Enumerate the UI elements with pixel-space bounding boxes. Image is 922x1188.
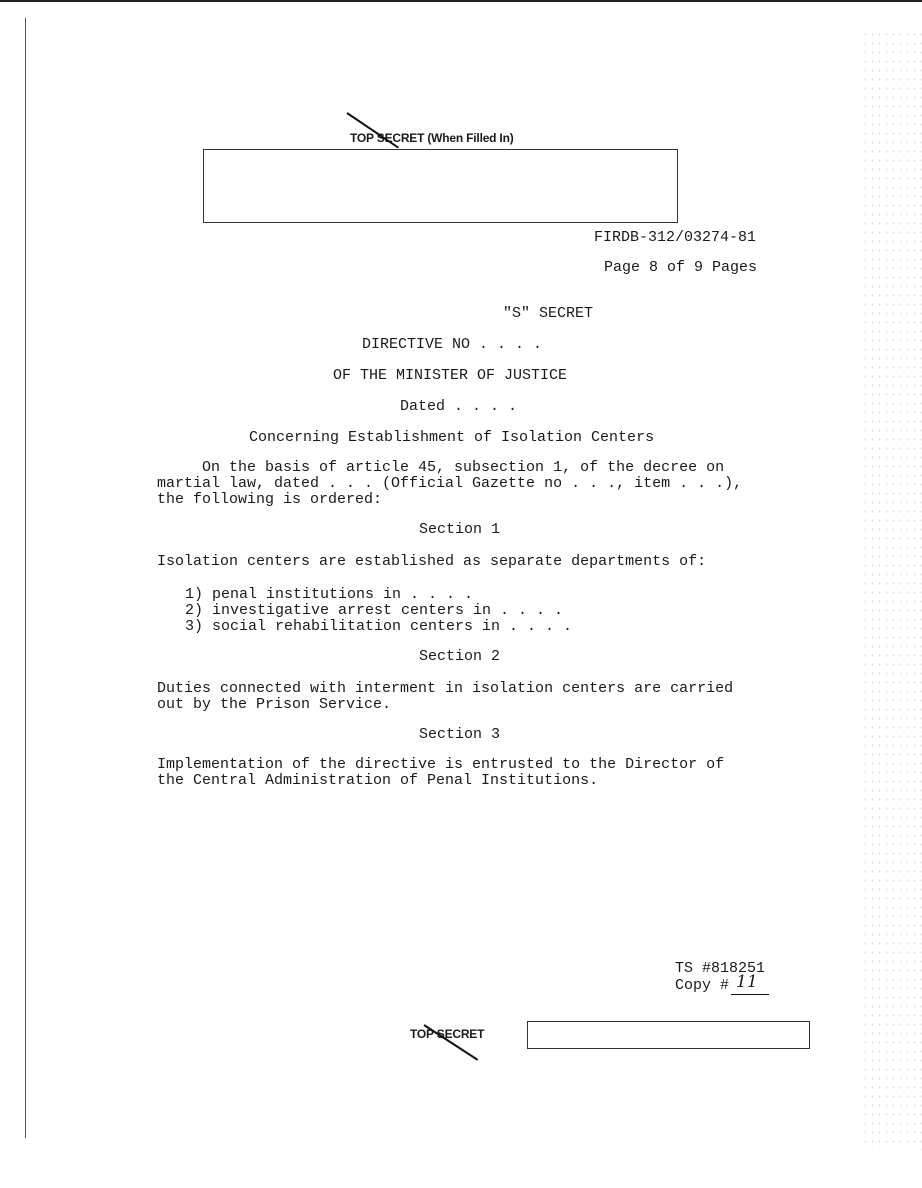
section-body-line: Implementation of the directive is entrusted to the Director of bbox=[157, 756, 725, 773]
copy-number-underline bbox=[731, 994, 769, 995]
section-body-line: the Central Administration of Penal Institutions. bbox=[157, 772, 599, 789]
classification-top: TOP SECRET (When Filled In) bbox=[350, 131, 514, 145]
redaction-box-top bbox=[203, 149, 678, 223]
section-body-line: Duties connected with interment in isolation centers are carried bbox=[157, 680, 734, 697]
section-body-line: out by the Prison Service. bbox=[157, 696, 392, 713]
classification-bottom: TOP SECRET bbox=[410, 1027, 485, 1041]
copy-label: Copy # bbox=[675, 977, 730, 994]
list-item: 2) investigative arrest centers in . . . . bbox=[185, 602, 564, 619]
list-item: 3) social rehabilitation centers in . . . . bbox=[185, 618, 573, 635]
section-heading: Section 2 bbox=[419, 648, 501, 665]
left-margin-rule bbox=[25, 18, 26, 1138]
top-border bbox=[0, 0, 922, 2]
preamble-line: On the basis of article 45, subsection 1, of the decree on bbox=[157, 459, 725, 476]
preamble-line: the following is ordered: bbox=[157, 491, 383, 508]
issuer: OF THE MINISTER OF JUSTICE bbox=[333, 367, 568, 384]
preamble-line: martial law, dated . . . (Official Gazette no . . ., item . . .), bbox=[157, 475, 743, 492]
ts-number: TS #818251 bbox=[675, 960, 766, 977]
redaction-box-bottom bbox=[527, 1021, 810, 1049]
secrecy-mark: "S" SECRET bbox=[503, 305, 594, 322]
list-item: 1) penal institutions in . . . . bbox=[185, 586, 474, 603]
page-info: Page 8 of 9 Pages bbox=[604, 259, 758, 276]
copy-number-handwritten: 11 bbox=[736, 972, 758, 992]
subject: Concerning Establishment of Isolation Centers bbox=[249, 429, 655, 446]
section-intro: Isolation centers are established as separate departments of: bbox=[157, 553, 707, 570]
section-heading: Section 1 bbox=[419, 521, 501, 538]
control-number: FIRDB-312/03274-81 bbox=[594, 229, 757, 246]
scan-speckle bbox=[862, 30, 922, 1150]
section-heading: Section 3 bbox=[419, 726, 501, 743]
directive-number: DIRECTIVE NO . . . . bbox=[362, 336, 543, 353]
dated-line: Dated . . . . bbox=[400, 398, 518, 415]
